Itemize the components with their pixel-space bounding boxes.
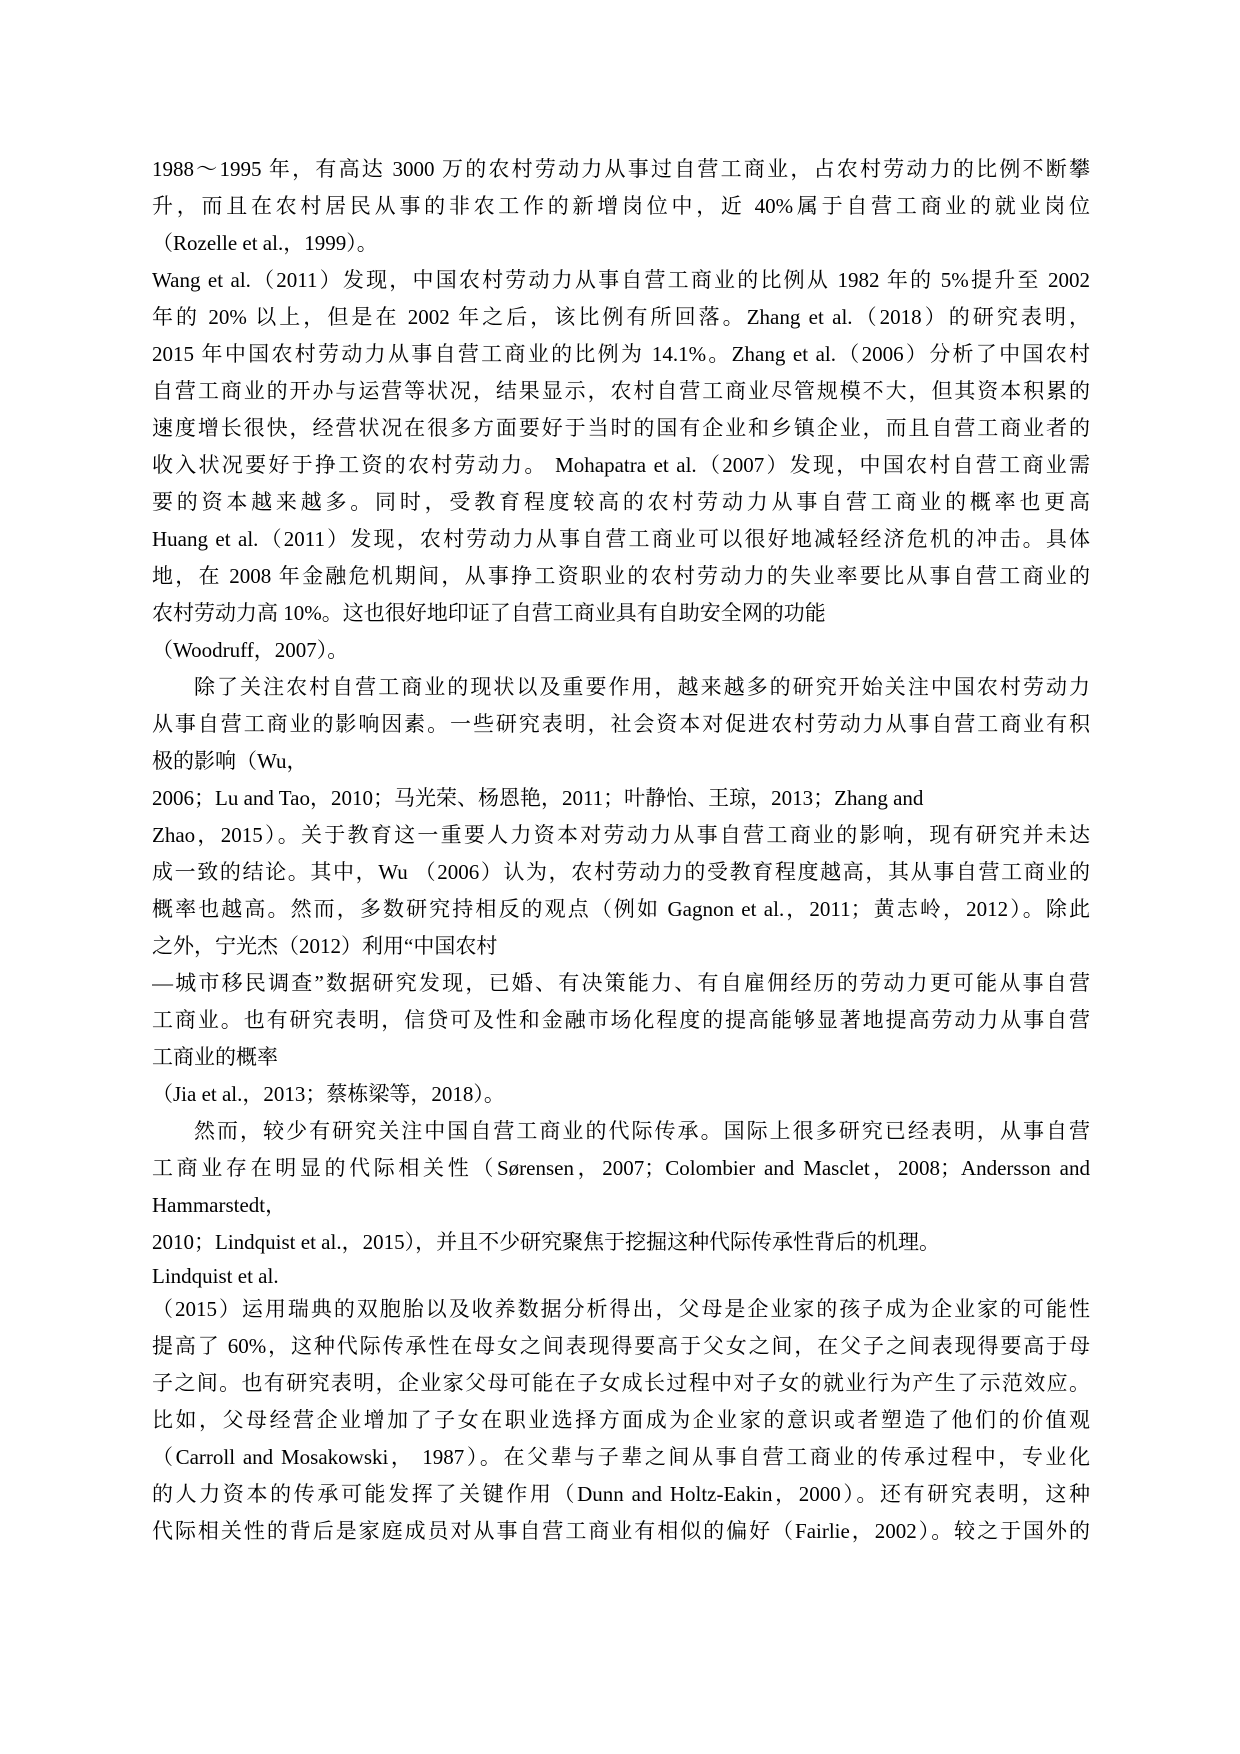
text-line: 的人力资本的传承可能发挥了关键作用（Dunn and Holtz-Eakin，2000）。还有研究表明，这种 — [152, 1482, 1090, 1506]
text-line: 工商业存在明显的代际相关性（Sørensen，2007；Colombier and Masclet，2008；Andersson and — [152, 1156, 1090, 1180]
text-line: 极的影响（Wu， — [152, 749, 308, 773]
text-line: 提高了 60%，这种代际传承性在母女之间表现得要高于父女之间，在父子之间表现得要高于母 — [152, 1334, 1090, 1358]
text-line: 然而，较少有研究关注中国自营工商业的代际传承。国际上很多研究已经表明，从事自营 — [194, 1119, 1090, 1143]
text-line: （Woodruff，2007）。 — [152, 638, 349, 662]
text-line: 2015 年中国农村劳动力从事自营工商业的比例为 14.1%。Zhang et al.（2006）分析了中国农村 — [152, 342, 1090, 366]
text-line: 代际相关性的背后是家庭成员对从事自营工商业有相似的偏好（Fairlie，2002）。较之于国外的 — [152, 1519, 1090, 1543]
text-line: 地，在 2008 年金融危机期间，从事挣工资职业的农村劳动力的失业率要比从事自营工商业的 — [152, 564, 1090, 588]
text-line: Lindquist et al. — [152, 1264, 279, 1288]
text-line: 1988～1995 年，有高达 3000 万的农村劳动力从事过自营工商业，占农村劳动力的比例不断攀 — [152, 157, 1090, 181]
text-line: 成一致的结论。其中，Wu （2006）认为，农村劳动力的受教育程度越高，其从事自营工商业的 — [152, 860, 1090, 884]
text-line: 除了关注农村自营工商业的现状以及重要作用，越来越多的研究开始关注中国农村劳动力 — [194, 675, 1090, 699]
text-line: Hammarstedt， — [152, 1193, 287, 1217]
text-line: 概率也越高。然而，多数研究持相反的观点（例如 Gagnon et al.，2011；黄志岭，2012）。除此 — [152, 897, 1090, 921]
text-line: 速度增长很快，经营状况在很多方面要好于当时的国有企业和乡镇企业，而且自营工商业者的 — [152, 416, 1090, 440]
text-line: 子之间。也有研究表明，企业家父母可能在子女成长过程中对子女的就业行为产生了示范效应。 — [152, 1371, 1090, 1395]
text-line: 收入状况要好于挣工资的农村劳动力。 Mohapatra et al.（2007）发现，中国农村自营工商业需 — [152, 453, 1090, 477]
text-line: （2015）运用瑞典的双胞胎以及收养数据分析得出，父母是企业家的孩子成为企业家的可能性 — [152, 1297, 1090, 1321]
text-line: 农村劳动力高 10%。这也很好地印证了自营工商业具有自助安全网的功能 — [152, 601, 826, 625]
text-line: 自营工商业的开办与运营等状况，结果显示，农村自营工商业尽管规模不大，但其资本积累的 — [152, 379, 1090, 403]
text-line: （Carroll and Mosakowski， 1987）。在父辈与子辈之间从事自营工商业的传承过程中，专业化 — [152, 1445, 1090, 1469]
text-line: —城市移民调查”数据研究发现，已婚、有决策能力、有自雇佣经历的劳动力更可能从事自营 — [152, 971, 1090, 995]
text-line: 2006；Lu and Tao，2010；马光荣、杨恩艳，2011；叶静怡、王琼，2013；Zhang and — [152, 786, 924, 810]
text-line: Wang et al.（2011）发现，中国农村劳动力从事自营工商业的比例从 1982 年的 5%提升至 2002 — [152, 268, 1090, 292]
text-line: 升，而且在农村居民从事的非农工作的新增岗位中，近 40%属于自营工商业的就业岗位 — [152, 194, 1090, 218]
text-line: Zhao，2015）。关于教育这一重要人力资本对劳动力从事自营工商业的影响，现有研究并未达 — [152, 823, 1090, 847]
text-line: 之外，宁光杰（2012）利用“中国农村 — [152, 934, 498, 958]
text-line: 从事自营工商业的影响因素。一些研究表明，社会资本对促进农村劳动力从事自营工商业有积 — [152, 712, 1090, 736]
text-line: （Rozelle et al.，1999）。 — [152, 231, 378, 255]
text-line: 工商业。也有研究表明，信贷可及性和金融市场化程度的提高能够显著地提高劳动力从事自营 — [152, 1008, 1090, 1032]
text-line: 2010；Lindquist et al.，2015），并且不少研究聚焦于挖掘这种代际传承性背后的机理。 — [152, 1230, 941, 1254]
text-line: 年的 20% 以上，但是在 2002 年之后，该比例有所回落。Zhang et al.（2018）的研究表明， — [152, 305, 1090, 329]
text-line: 工商业的概率 — [152, 1045, 278, 1069]
text-line: 要的资本越来越多。同时，受教育程度较高的农村劳动力从事自营工商业的概率也更高 — [152, 490, 1090, 514]
document-text — [152, 151, 1090, 1550]
text-line: Huang et al.（2011）发现，农村劳动力从事自营工商业可以很好地减轻经济危机的冲击。具体 — [152, 527, 1090, 551]
text-line: 比如，父母经营企业增加了子女在职业选择方面成为企业家的意识或者塑造了他们的价值观 — [152, 1408, 1090, 1432]
text-line: （Jia et al.，2013；蔡栋梁等，2018）。 — [152, 1082, 505, 1106]
